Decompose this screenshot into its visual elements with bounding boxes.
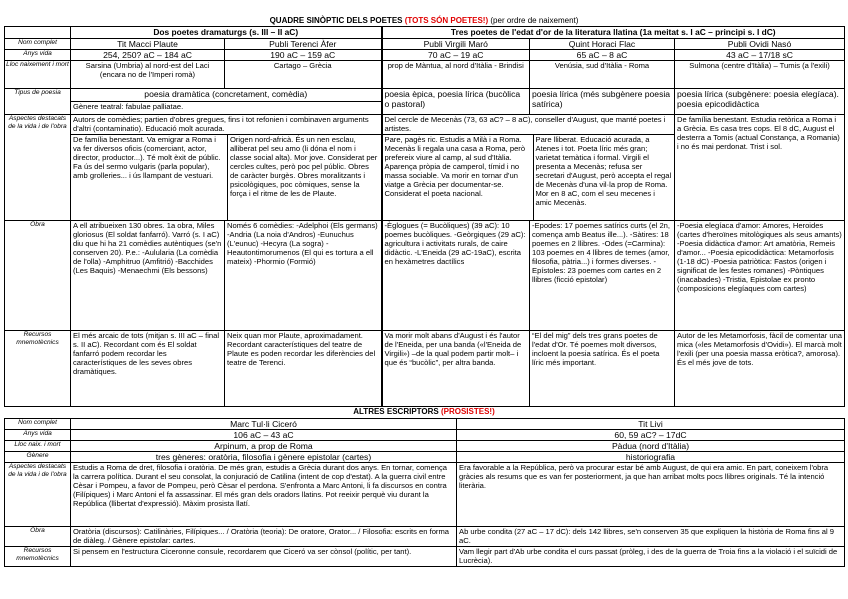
place-horaci: Venúsia, sud d'Itàlia - Roma bbox=[530, 61, 675, 89]
years-ciceron: 106 aC – 43 aC bbox=[71, 430, 457, 441]
label-genere: Gènere bbox=[5, 452, 71, 463]
label-tipus: Tipus de poesia bbox=[5, 89, 71, 115]
name-virgili: Publi Virgili Maró bbox=[382, 39, 530, 50]
prosistes-table bbox=[4, 418, 845, 567]
label-recursos: Recursos mnemotècnics bbox=[5, 331, 71, 407]
name-plaute: Tit Macci Plaute bbox=[71, 39, 225, 50]
years-virgili: 70 aC – 19 aC bbox=[382, 50, 530, 61]
tipus-drama-text: poesia dramàtica (concretament, comèdia) bbox=[71, 89, 381, 102]
label-obra: Obra bbox=[5, 221, 71, 331]
aspectes-ovidi: De família benestant. Estudia retòrica a Roma i a Grècia. Es casa tres cops. El 8 dC, August el desterra a Tomis (actual Constança, a Romania) i no és mai perdonat. Trist i sol. bbox=[675, 115, 845, 221]
aspectes-llatina bbox=[382, 115, 675, 221]
years-livi: 60, 59 aC? – 17dC bbox=[457, 430, 845, 441]
tipus-genere: Gènere teatral: fabulae palliatae. bbox=[73, 102, 184, 111]
name-livi: Tit Livi bbox=[457, 419, 845, 430]
label-nom-2: Nom complet bbox=[5, 419, 71, 430]
recursos-horaci: “El del mig” dels tres grans poetes de l'edat d'Or. Té poemes molt diversos, incloent la poesia satírica. És el poeta líric més important. bbox=[530, 331, 675, 407]
place-plaute: Sarsina (Umbria) al nord-est del Laci (encara no de l'Imperi romà) bbox=[71, 61, 225, 89]
tipus-drama bbox=[71, 89, 382, 115]
genere-ciceron: tres gèneres: oratòria, filosofia i gènere epistolar (cartes) bbox=[71, 452, 457, 463]
recursos-livi: Vam llegir part d'Ab urbe condita el curs passat (pròleg, i des de la guerra de Troia fins a la violació i el suïcidi de Lucrècia). bbox=[457, 547, 845, 567]
title-highlight: (TOTS SÓN POETES!) bbox=[404, 16, 489, 25]
years-horaci: 65 aC – 8 aC bbox=[530, 50, 675, 61]
label-aspectes-2: Aspectes destacats de la vida i de l'obra bbox=[5, 463, 71, 527]
aspectes-terenci: Origen nord-africà. És un nen esclau, alliberat pel seu amo (li dóna el nom i classe social alta). Mor jove. Considerat per cercles cultes, però poc pel públic. Obres de caràcter burgès. Obres moralitzants i psicològiques, poc còmiques, sense la força i el ritme de les de Plaute. bbox=[230, 135, 378, 198]
section-title bbox=[0, 407, 848, 416]
obra-ciceron: Oratòria (discursos): Catilinàries, Filípiques... / Oratòria (teoria): De oratore, Orator... / Filosofia: escrits en forma de diàleg. / Gènere epistolar: cartes. bbox=[71, 527, 457, 547]
aspectes-drama bbox=[71, 115, 382, 221]
label-lloc-2: Lloc naix. i mort bbox=[5, 441, 71, 452]
aspectes-livi: Era favorable a la República, però va procurar estar bé amb August, de qui era amic. En part, coneixem l'obra gràcies als resums que es van fer posteriorment, ja que han arribat molts pocs llibres originals. Té la intenció literària. bbox=[457, 463, 845, 527]
obra-plaute: A ell atribueixen 130 obres. 1a obra, Miles gloriosus (El soldat fanfarró). Varró (s. I aC) diu que hi ha 21 comèdies autèntiques (se'n conserven 20). P.e.: -Aulularia (La comèdia de l'olla) -Amphitruo (Amfitrió) -Bacchides (Les Baquis) -Menaechmi (Els bessons) bbox=[71, 221, 225, 331]
label-aspectes: Aspectes destacats de la vida i de l'obra bbox=[5, 115, 71, 221]
place-virgili: prop de Màntua, al nord d'Itàlia - Brindisi bbox=[382, 61, 530, 89]
place-livi: Pàdua (nord d'Itàlia) bbox=[457, 441, 845, 452]
years-terenci: 190 aC – 159 aC bbox=[225, 50, 382, 61]
recursos-terenci: Neix quan mor Plaute, aproximadament. Recordant característiques del teatre de Plaute es poden recordar les diferències del teatre de Terenci. bbox=[225, 331, 382, 407]
label-recursos-2: Recursos mnemotècnics bbox=[5, 547, 71, 567]
recursos-plaute: El més arcaic de tots (mitjan s. III aC – final s. II aC). Recordant com és El soldat fanfarró podem recordar les característiques de les seves obres dramàtiques. bbox=[71, 331, 225, 407]
name-terenci: Publi Terenci Àfer bbox=[225, 39, 382, 50]
aspectes-ciceron: Estudis a Roma de dret, filosofia i oratòria. De més gran, estudis a Grècia durant dos anys. En tornar, comença la carrera política. Durant el seu consolat, la conjuració de Catilina (intent de cop d'estat). A la guerra civil entre Cèsar i Pompeu, a favor de Pompeu, però Cèsar el perdona. S'enfronta a Marc Antoni, li fa discursos en contra (Filípiques) i Marc Antoni el fa assassinar. El més gran dels oradors llatins. Pot reeixir perquè viu durant la República (llibertat d'expressió). Màxim prosista llatí. bbox=[71, 463, 457, 527]
label-anys: Anys vida bbox=[5, 50, 71, 61]
years-plaute: 254, 250? aC – 184 aC bbox=[71, 50, 225, 61]
place-ovidi: Sulmona (centre d'Itàlia) – Tumis (a l'exili) bbox=[675, 61, 845, 89]
place-ciceron: Arpinum, a prop de Roma bbox=[71, 441, 457, 452]
genere-livi: historiografia bbox=[457, 452, 845, 463]
title-suffix: (per ordre de naixement) bbox=[490, 16, 579, 25]
label-anys-2: Anys vida bbox=[5, 430, 71, 441]
aspectes-horaci: Pare lliberat. Educació acurada, a Atenes i tot. Poeta líric més gran; varietat temàtica i formal. Virgili el presenta a Mecenàs; refusa ser secretari d'August, però accepta el regal de Mecenàs d'una vil·la prop de Roma. Mor en 8 aC, com el seu mecenes i amic Mecenàs. bbox=[535, 135, 672, 207]
tipus-horaci: poesia lírica (més subgènere poesia satírica) bbox=[530, 89, 675, 115]
obra-terenci: Només 6 comèdies: -Adelphoi (Els germans) -Andria (La noia d'Andros) -Eunuchus (L'eunuc) -Hecyra (La sogra) -Heautontimorumenos (El qui es tortura a ell mateix) -Phormio (Formió) bbox=[225, 221, 382, 331]
recursos-virgili: Va morir molt abans d'August i és l'autor de l'Eneida, per una banda («l'Eneida de Virgili») –de la qual podem partir molt– i que és “bucòlic”, per altra banda. bbox=[382, 331, 530, 407]
page-title bbox=[0, 16, 848, 25]
name-ovidi: Publi Ovidi Nasó bbox=[675, 39, 845, 50]
place-terenci: Cartago – Grècia bbox=[225, 61, 382, 89]
tipus-ovidi: poesia lírica (subgènere: poesia elegíaca). poesia epicodidàctica bbox=[675, 89, 845, 115]
aspectes-virgili: Pare, pagès ric. Estudis a Milà i a Roma. Mecenàs li regala una casa a Roma, però prefereix viure al camp, al sud d'Itàlia. Aparença pròpia de camperol, tímid i no massa sociable. Va morir en tornar d'un viatge a Grècia per documentar-se. Considerat el poeta nacional. bbox=[383, 135, 534, 220]
obra-ovidi: -Poesia elegíaca d'amor: Amores, Heroides (cartes d'heroïnes mitològiques als seus amants) -Poesia didàctica d'amor: Art amatòria, Remeis d'amor... -Poesia epicodidàctica: Metamorfosis (1-18 dC) -Poesia patriòtica: Fastos (origen i significat de les festes romanes) -Pòntiques (inacabades) -Tristia, Epistolae ex pronto (composicions elegíaques com cartes) bbox=[675, 221, 845, 331]
poets-table bbox=[4, 26, 845, 407]
group-dramaturgs: Dos poetes dramaturgs (s. III – II aC) bbox=[71, 27, 382, 39]
recursos-ciceron: Si pensem en l'estructura Ciceronne consule, recordarem que Ciceró va ser cònsol (polític, per tant). bbox=[71, 547, 457, 567]
label-lloc: Lloc naixement i mort bbox=[5, 61, 71, 89]
group-llatina: Tres poetes de l'edat d'or de la literatura llatina (1a meitat s. I aC – principi s. I dC) bbox=[382, 27, 845, 39]
recursos-ovidi: Autor de les Metamorfosis, fàcil de comentar una mica («les Metamorfosis d'Ovidi»). El marcà molt l'exili (per una poesia massa eròtica?, amorosa). És el més jove de tots. bbox=[675, 331, 845, 407]
label-obra-2: Obra bbox=[5, 527, 71, 547]
obra-livi: Ab urbe condita (27 aC – 17 dC): dels 142 llibres, se'n conserven 35 que expliquen la història de Roma fins al 9 aC. bbox=[457, 527, 845, 547]
obra-virgili: -Èglogues (= Bucòliques) (39 aC): 10 poemes bucòliques. -Geòrgiques (29 aC): agricultura i activitats rurals, de caire didàctic. -L'Eneida (29 aC-19aC), escrita en hexàmetres dactílics bbox=[382, 221, 530, 331]
obra-horaci: -Epodes: 17 poemes satírics curts (el 2n, comença amb Beatus ille...). -Sàtires: 18 poemes en 2 llibres. -Odes (=Carmina): 103 poemes en 4 llibres de temes (amor, filosofia, pàtria...) i formes diverses. -Epístoles: 23 poemes com cartes en 2 llibres (ficció epistolar) bbox=[530, 221, 675, 331]
aspectes-drama-shared: Autors de comèdies; partien d'obres gregues, fins i tot refonien i combinaven arguments d'altri (contaminatio). Educació molt acurada. bbox=[71, 115, 381, 135]
section-title-text: ALTRES ESCRIPTORS bbox=[353, 407, 439, 416]
tipus-virgili: poesia èpica, poesia lírica (bucòlica o pastoral) bbox=[382, 89, 530, 115]
section-title-highlight: (PROSISTES!) bbox=[440, 407, 495, 416]
aspectes-plaute: De família benestant. Va emigrar a Roma i va fer diversos oficis (comerciant, actor, director, productor...). Té molt èxit de públic. Fa ús del sermo vulgaris (parla popular), amb grolleries... i ús llampant de vestuari. bbox=[71, 135, 228, 220]
name-horaci: Quint Horaci Flac bbox=[530, 39, 675, 50]
years-ovidi: 43 aC – 17/18 sC bbox=[675, 50, 845, 61]
title-text: QUADRE SINÒPTIC DELS POETES bbox=[269, 16, 403, 25]
label-nom: Nom complet bbox=[5, 39, 71, 50]
aspectes-cercle: Del cercle de Mecenàs (73, 63 aC? – 8 aC), conseller d'August, que manté poetes i artistes. bbox=[383, 115, 675, 135]
name-ciceron: Marc Tul·li Ciceró bbox=[71, 419, 457, 430]
